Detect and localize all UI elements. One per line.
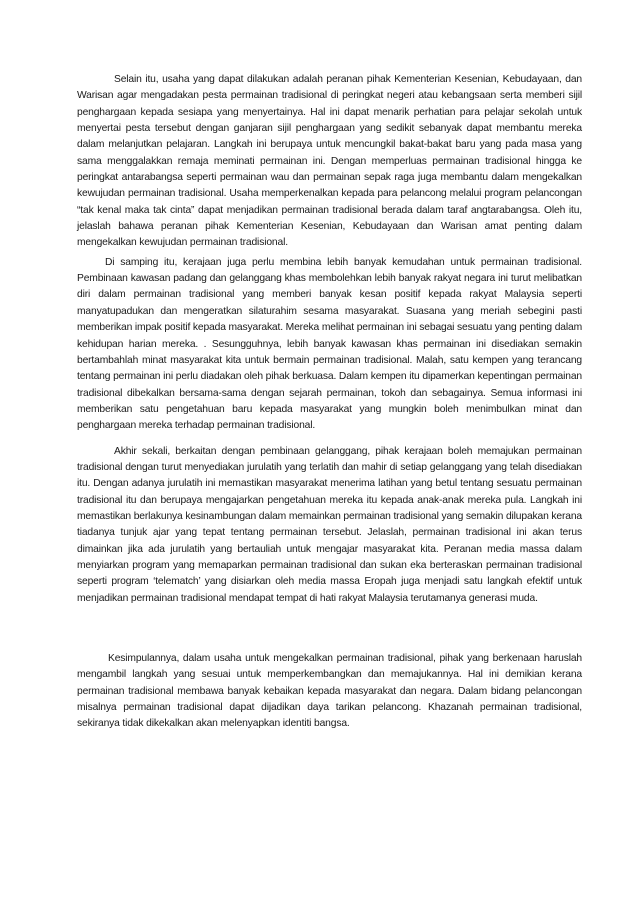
paragraph-jurulatih: Akhir sekali, berkaitan dengan pembinaan gelanggang, pihak kerajaan boleh memajukan permainan tradisional dengan turut menyediakan jurulatih yang terlatih dan mahir di setiap gelanggang yang telah disediakan itu. Dengan adanya jurulatih ini memastikan masyarakat menerima latihan yang betul tentang sesuatu permainan tradisional itu dan berupaya mengajarkan pengetahuan mereka itu kepada anak-anak mereka pula. Langkah ini memastikan berlakunya kesinambungan dalam memainkan permainan tradisional yang semakin dilupakan kerana tiadanya tunjuk ajar yang tepat tentang permainan tersebut. Jelaslah, permainan tradisional ini akan terus dimainkan jika ada jurulatih yang bertauliah untuk mengajar masyarakat kita. Peranan media massa dalam menyiarkan program yang memaparkan permainan tradisional dan sukan eka berteraskan permainan tradisional seperti program ‘telematch’ yang disiarkan oleh media massa Eropah juga menjadi satu langkah efektif untuk menjadikan permainan tradisional mendapat tempat di hati rakyat Malaysia terutamanya generasi muda. [77, 445, 582, 604]
paragraph-kementerian: Selain itu, usaha yang dapat dilakukan adalah peranan pihak Kementerian Kesenian, Kebudayaan, dan Warisan agar mengadakan pesta permainan tradisional di peringkat negeri atau kebangsaan serta memberi sijil penghargaan kepada sesiapa yang menyertainya. Hal ini dapat menarik perhatian para pelajar sekolah untuk menyertai pesta tersebut dengan ganjaran sijil penghargaan yang sedikit sebanyak dapat membantu mereka dalam melanjutkan pelajaran. Langkah ini berupaya untuk mencungkil bakat-bakat baru yang pada masa yang sama menggalakkan remaja meminati permainan ini. Dengan memperluas permainan tradisional hingga ke peringkat antarabangsa seperti permainan wau dan permainan sepak raga juga membantu dalam mengekalkan kewujudan permainan tradisional. Usaha memperkenalkan kepada para pelancong melalui program pelancongan “tak kenal maka tak cinta” dapat menjadikan permainan tradisional berada dalam taraf angtarabangsa. Oleh itu, jelaslah bahawa peranan pihak Kementerian Kesenian, Kebudayaan dan Warisan amat penting dalam mengekalkan kewujudan permainan tradisional. [77, 74, 582, 249]
paragraph-kemudahan: Di samping itu, kerajaan juga perlu membina lebih banyak kemudahan untuk permainan tradisional. Pembinaan kawasan padang dan gelanggang khas membolehkan lebih banyak rakyat negara ini turut melibatkan diri dalam permainan tradisional yang memberi banyak kesan positif kepada rakyat Malaysia seperti manyatupadukan dan mengeratkan silaturahim sesama masyarakat. Suasana yang meriah sebegini pasti memberikan impak positif kepada masyarakat. Mereka melihat permainan ini sebagai sesuatu yang penting dalam kehidupan harian mereka. . Sesungguhnya, lebih banyak kawasan khas permainan ini disediakan semakin bertambahlah minat masyarakat kita untuk bermain permainan tradisional. Malah, satu kempen yang terancang tentang permainan ini perlu diadakan oleh pihak berkuasa. Dalam kempen itu dipamerkan kepentingan permainan tradisional dibekalkan bersama-sama dengan sejarah permainan, tokoh dan sebagainya. Semua informasi ini memberikan satu pengetahuan baru kepada masyarakat yang mungkin boleh menimbulkan minat dan penghargaan mereka terhadap permainan tradisional. [77, 256, 582, 432]
paragraph-kesimpulan: Kesimpulannya, dalam usaha untuk mengekalkan permainan tradisional, pihak yang berkenaan haruslah mengambil langkah yang sesuai untuk memperkembangkan dan memajukannya. Hal ini demikian kerana permainan tradisional membawa banyak kebaikan kepada masyarakat dan negara. Dalam bidang pelancongan misalnya permainan tradisional dapat dijadikan daya tarikan pelancong. Khazanah permainan tradisional, sekiranya tidak dikekalkan akan melenyapkan identiti bangsa. [77, 653, 582, 730]
